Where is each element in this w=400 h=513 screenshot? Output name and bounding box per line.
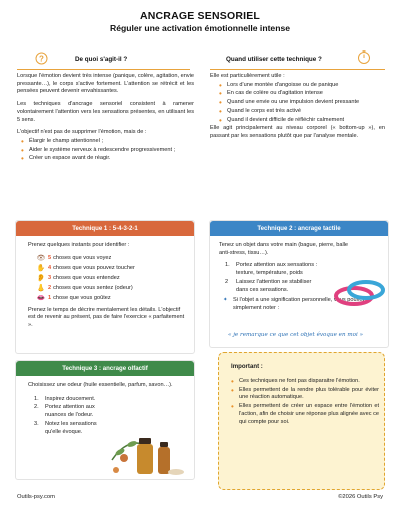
technique-2-heading: Technique 2 : ancrage tactile xyxy=(210,221,388,236)
list-item: 3. Notez les sensations qu'elle évoque. xyxy=(34,420,97,435)
hand-icon: ✋ xyxy=(36,264,46,272)
what-paragraph-3: L'objectif n'est pas de supprimer l'émotion, mais de : xyxy=(17,129,147,136)
question-circle-icon xyxy=(35,52,48,65)
list-item: • Elles permettent de la rendre plus tolérable pour éviter une réaction automatique. xyxy=(227,387,379,402)
sparkle-icon: ✦ xyxy=(223,297,228,304)
technique-2-card xyxy=(209,220,389,348)
list-item: • Quand une envie ou une impulsion devient pressante xyxy=(215,99,385,107)
what-heading: De quoi s'agit-il ? xyxy=(75,56,128,63)
technique-2-intro: Tenez un objet dans votre main (bague, pierre, balle anti-stress, tissu…). xyxy=(219,242,349,256)
technique-2-body xyxy=(210,236,388,313)
page-subtitle: Réguler une activation émotionnelle intense xyxy=(109,23,291,33)
list-item: 1. Portez attention aux sensations : texture, température, poids xyxy=(225,262,318,277)
technique-1-body xyxy=(16,236,194,330)
list-item: 👄 1 chose que vous goûtez xyxy=(34,294,188,304)
what-section xyxy=(17,73,194,164)
technique-1-heading: Technique 1 : 5-4-3-2-1 xyxy=(16,221,194,236)
list-item: ✋ 4 choses que vous pouvez toucher xyxy=(34,264,188,274)
list-item: 👂 3 choses que vous entendez xyxy=(34,274,188,284)
ear-icon: 👂 xyxy=(36,274,46,282)
technique-3-body xyxy=(16,376,194,436)
svg-text:?: ? xyxy=(39,54,44,64)
list-item: 2 Laissez l'attention se stabiliser dans ces sensations. xyxy=(225,278,312,293)
essential-oils-image xyxy=(108,416,186,478)
list-item: • Élargir le champ attentionnel ; xyxy=(17,138,194,146)
what-paragraph-2: Les techniques d'ancrage sensoriel consistent à ramener volontairement l'attention vers les sensations présentes, en utilisant les 5 sens. xyxy=(17,101,194,123)
list-item: • Aider le système nerveux à redescendre progressivement ; xyxy=(17,147,194,155)
stopwatch-icon xyxy=(357,49,371,65)
list-item: • Ces techniques ne font pas disparaitre l'émotion. xyxy=(227,378,379,386)
when-heading: Quand utiliser cette technique ? xyxy=(226,56,322,63)
nose-icon: 👃 xyxy=(36,284,46,292)
list-item: 1. Inspirez doucement. xyxy=(34,395,96,402)
senses-list xyxy=(34,254,188,304)
when-intro: Elle est particulièrement utile : xyxy=(210,73,285,79)
footer-site: Outils-psy.com xyxy=(17,494,55,500)
technique-2-quote: « je remarque ce que cet objet évoque en moi » xyxy=(228,332,364,338)
list-item: • Quand il devient difficile de réfléchir calmement xyxy=(215,117,385,125)
list-item: 2. Portez attention aux nuances de l'odeur. xyxy=(34,404,95,419)
technique-1-intro: Prenez quelques instants pour identifier : xyxy=(28,242,130,248)
mouth-icon: 👄 xyxy=(36,294,46,302)
technique-3-steps xyxy=(32,396,112,437)
when-outro: Elle agit principalement au niveau corporel (« bottom-up »), en passant par les sensations plutôt que par l'analyse mentale. xyxy=(210,125,385,140)
list-item: • En cas de colère ou d'agitation intense xyxy=(215,90,385,98)
technique-1-card xyxy=(15,220,195,354)
important-heading: Important : xyxy=(231,363,263,370)
list-item: • Quand le corps est très activé xyxy=(215,108,385,116)
what-divider xyxy=(17,69,190,70)
list-item: • Créer un espace avant de réagir. xyxy=(17,155,194,163)
page-title: ANCRAGE SENSORIEL xyxy=(139,10,261,22)
when-section xyxy=(210,73,385,141)
list-item: • Lors d'une montée d'angoisse ou de panique xyxy=(215,82,385,90)
important-box xyxy=(218,352,385,490)
when-divider xyxy=(210,69,385,70)
what-bullets xyxy=(17,138,194,163)
list-item: 👃 2 choses que vous sentez (odeur) xyxy=(34,284,188,294)
technique-3-heading: Technique 3 : ancrage olfactif xyxy=(16,361,194,376)
what-paragraph-1: Lorsque l'émotion devient très intense (panique, colère, agitation, envie pressante…), le corps s'active fortement. L'attention se rétrécit et les pensées peuvent devenir envahissantes. xyxy=(17,73,194,95)
list-item: 👁 5 choses que vous voyez xyxy=(34,254,188,264)
technique-2-steps xyxy=(223,262,323,294)
footer-copyright: ©2026 Outils Psy xyxy=(338,494,383,500)
technique-3-card xyxy=(15,360,195,480)
when-bullets xyxy=(215,82,385,125)
technique-3-intro: Choisissez une odeur (huile essentielle, parfum, savon…). xyxy=(28,382,173,388)
wristbands-image xyxy=(334,276,386,310)
technique-1-outro: Prenez le temps de décrire mentalement les détails. L'objectif est de revenir au présent, pas de faire l'exercice « parfaitement ». xyxy=(28,306,185,329)
eye-icon: 👁 xyxy=(36,254,46,262)
list-item: • Elles permettent de créer un espace entre l'émotion et l'action, afin de choisir une réponse plus alignée avec ce qui compte pour soi. xyxy=(227,403,379,426)
technique-2-note: ✦ Si l'objet a une signification personnelle, vous pouvez simplement noter : xyxy=(223,297,366,312)
important-bullets xyxy=(227,378,379,427)
